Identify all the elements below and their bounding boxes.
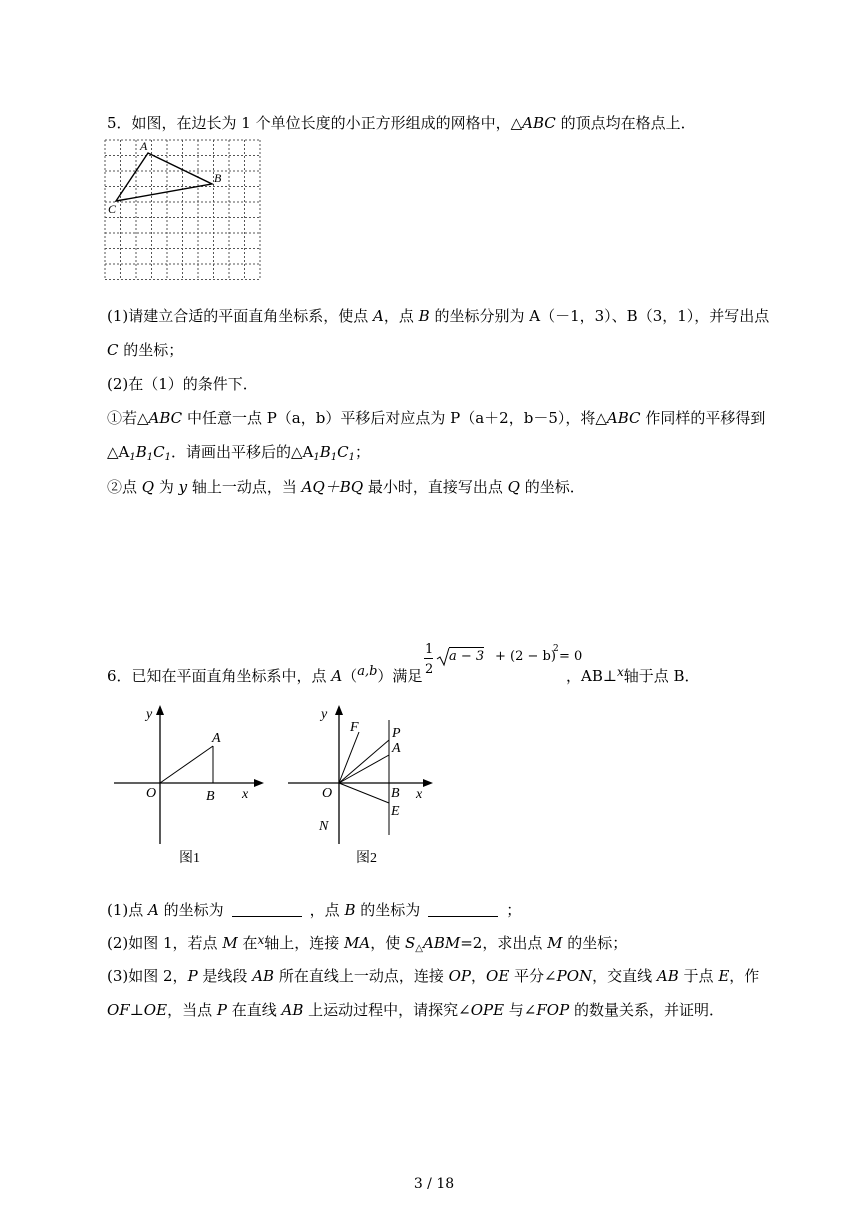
fig2-e: E	[391, 804, 400, 819]
q6-part3-line2: OF⊥OE，当点 P 在直线 AB 上运动过程中，请探究∠OPE 与∠FOP 的数量关系，并证明．	[107, 1001, 724, 1019]
q6-figure-1	[112, 700, 272, 870]
fig1-caption: 图1	[179, 851, 200, 866]
q6-stem-tail: ，AB⊥$^x$轴于点 B．	[566, 665, 700, 685]
fig2-caption: 图2	[356, 851, 377, 866]
radical-sign	[436, 647, 450, 667]
x-arrow	[254, 779, 264, 787]
q6-stem: 6．已知在平面直角坐标系中，点 A（a,b）满足	[107, 664, 423, 685]
answer-blank-b[interactable]	[428, 902, 498, 917]
label-c: C	[108, 202, 117, 216]
q6-part3-line1: (3)如图 2，P 是线段 AB 所在直线上一动点，连接 OP，OE 平分∠PON，交直线 AB 于点 E，作	[107, 967, 760, 985]
y-arrow	[335, 705, 343, 715]
q6-figure-2	[286, 700, 446, 870]
fig2-b: B	[391, 786, 400, 801]
answer-blank-a[interactable]	[232, 902, 302, 917]
segment-oa	[339, 755, 389, 783]
q5-part2: (2)在（1）的条件下．	[107, 375, 258, 393]
fig2-n: N	[319, 819, 329, 834]
q5-grid-figure	[100, 136, 262, 292]
fig2-o: O	[322, 786, 333, 801]
q5-stem: 5．如图，在边长为 1 个单位长度的小正方形组成的网格中，△ABC 的顶点均在格点上．	[107, 114, 696, 132]
q5-sub2: ②点 Q 为 y 轴上一动点，当 AQ＋BQ 最小时，直接写出点 Q 的坐标．	[107, 478, 585, 496]
fig1-y: y	[146, 707, 153, 722]
fig2-p: P	[392, 726, 401, 741]
q5-sub1-line2: $\triangle A_1B_1C_1$．请画出平移后的$\triangle A_1B_1C_1$；	[107, 443, 371, 463]
fig1-a: A	[212, 731, 221, 746]
label-b: B	[214, 171, 222, 185]
q5-sub1-line1: ①若△ABC 中任意一点 P（a，b）平移后对应点为 P（a＋2，b－5），将△ABC 作同样的平移得到	[107, 409, 766, 427]
q5-part1-line2: C 的坐标；	[107, 341, 184, 359]
segment-op	[339, 740, 389, 783]
segment-oa	[160, 746, 213, 783]
q6-part2: (2)如图 1，若点 M 在$^x$轴上，连接 MA，使 $S_\triangle ABM=2$，求出点 M 的坐标；	[107, 933, 628, 954]
fig1-x: x	[242, 787, 249, 802]
ray-of	[339, 732, 359, 783]
fig2-y: y	[321, 707, 328, 722]
segment-oe	[339, 783, 389, 803]
fig1-o: O	[146, 786, 157, 801]
fig2-f: F	[350, 720, 359, 735]
fig2-a: A	[392, 741, 401, 756]
y-arrow	[156, 705, 164, 715]
page-number: 3 / 18	[413, 1176, 455, 1192]
q5-part1-line1: (1)请建立合适的平面直角坐标系，使点 A，点 B 的坐标分别为 A（－1，3）、B（3，1），并写出点	[107, 307, 770, 325]
x-arrow	[423, 779, 433, 787]
label-a: A	[140, 139, 148, 153]
fig2-x: x	[416, 787, 423, 802]
fig1-b: B	[206, 789, 215, 804]
q6-part1: (1)点 A 的坐标为 ，点 B 的坐标为 ；	[107, 901, 522, 919]
